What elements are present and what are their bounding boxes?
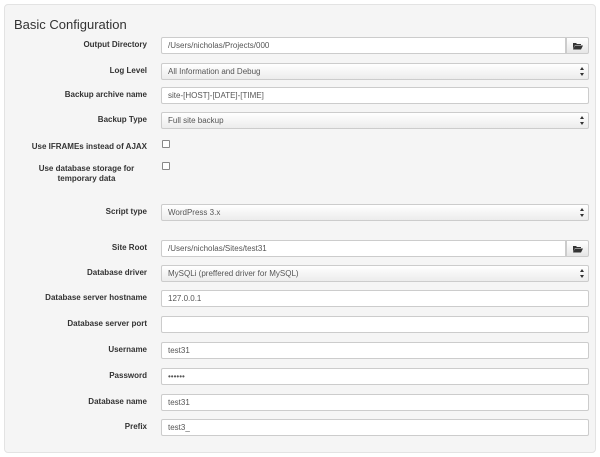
log-level-label: Log Level bbox=[109, 66, 147, 75]
prefix-input[interactable]: test3_ bbox=[161, 419, 589, 436]
site-root-input[interactable]: /Users/nicholas/Sites/test31 bbox=[161, 240, 566, 257]
log-level-value: All Information and Debug bbox=[168, 67, 261, 76]
username-input[interactable]: test31 bbox=[161, 342, 589, 359]
password-input[interactable]: •••••• bbox=[161, 368, 589, 385]
backup-archive-name-input[interactable]: site-[HOST]-[DATE]-[TIME] bbox=[161, 87, 589, 104]
backup-archive-name-label: Backup archive name bbox=[64, 90, 147, 99]
folder-open-icon bbox=[573, 42, 583, 50]
database-driver-label: Database driver bbox=[86, 268, 147, 277]
browse-output-directory-button[interactable] bbox=[566, 37, 589, 54]
backup-type-value: Full site backup bbox=[168, 116, 224, 125]
browse-site-root-button[interactable] bbox=[566, 240, 589, 257]
database-driver-value: MySQLi (preffered driver for MySQL) bbox=[168, 269, 299, 278]
select-arrows-icon bbox=[579, 116, 584, 125]
database-driver-select[interactable] bbox=[161, 265, 589, 282]
select-arrows-icon bbox=[579, 67, 584, 76]
script-type-value: WordPress 3.x bbox=[168, 208, 221, 217]
log-level-select[interactable] bbox=[161, 63, 589, 80]
backup-type-select[interactable] bbox=[161, 112, 589, 129]
use-db-storage-label: Use database storage for temporary data bbox=[38, 164, 135, 183]
basic-configuration-panel bbox=[4, 4, 596, 453]
use-iframes-label: Use IFRAMEs instead of AJAX bbox=[31, 142, 147, 151]
database-name-label: Database name bbox=[88, 397, 147, 406]
database-name-input[interactable]: test31 bbox=[161, 394, 589, 411]
select-arrows-icon bbox=[579, 269, 584, 278]
folder-open-icon bbox=[573, 245, 583, 253]
output-directory-label: Output Directory bbox=[83, 40, 147, 49]
output-directory-input[interactable]: /Users/nicholas/Projects/000 bbox=[161, 37, 566, 54]
db-port-label: Database server port bbox=[67, 319, 147, 328]
script-type-label: Script type bbox=[105, 207, 147, 216]
db-hostname-label: Database server hostname bbox=[45, 293, 147, 302]
prefix-label: Prefix bbox=[124, 422, 147, 431]
username-label: Username bbox=[108, 345, 147, 354]
section-title: Basic Configuration bbox=[14, 17, 127, 32]
site-root-label: Site Root bbox=[111, 243, 147, 252]
use-iframes-checkbox[interactable] bbox=[162, 140, 170, 148]
select-arrows-icon bbox=[579, 208, 584, 217]
db-hostname-input[interactable]: 127.0.0.1 bbox=[161, 290, 589, 307]
use-db-storage-checkbox[interactable] bbox=[162, 162, 170, 170]
db-port-input[interactable] bbox=[161, 316, 589, 333]
backup-type-label: Backup Type bbox=[97, 115, 147, 124]
password-label: Password bbox=[109, 371, 147, 380]
script-type-select[interactable] bbox=[161, 204, 589, 221]
